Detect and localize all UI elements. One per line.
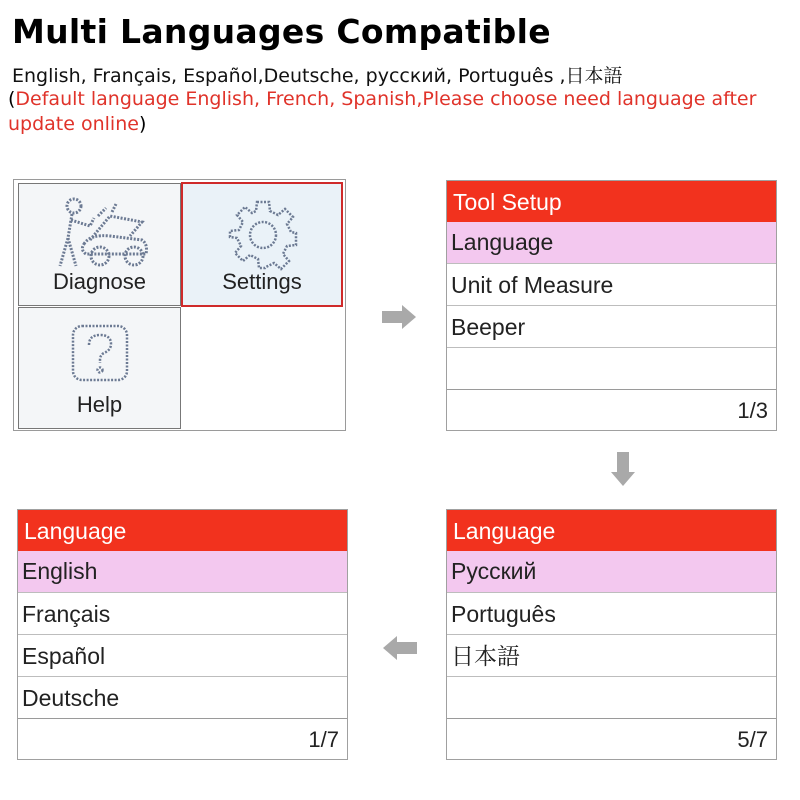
arrow-down-icon [611, 452, 635, 486]
language-item[interactable]: 日本語 [447, 634, 776, 676]
language-item[interactable]: Português [447, 592, 776, 634]
tool-setup-selected-item[interactable]: Language [447, 222, 776, 263]
settings-tile[interactable] [181, 182, 343, 307]
languages-line: English, Français, Español,Deutsche, русский, Português ,日本語 [12, 65, 623, 87]
page-indicator: 1/3 [447, 389, 776, 430]
language-item[interactable]: Français [18, 592, 347, 634]
question-icon [69, 322, 131, 384]
tool-setup-header: Tool Setup [447, 181, 776, 222]
language-selected-item[interactable]: Русский [447, 551, 776, 592]
language-screen-page-5 [446, 509, 777, 760]
arrow-right-icon [382, 305, 416, 329]
language-selected-item[interactable]: English [18, 551, 347, 592]
note-close-paren: ) [138, 113, 147, 135]
page-indicator: 1/7 [18, 718, 347, 759]
arrow-left-icon [383, 636, 417, 660]
language-item[interactable]: Español [18, 634, 347, 676]
help-tile[interactable] [18, 307, 181, 429]
page-title: Multi Languages Compatible [12, 12, 551, 51]
tool-setup-item[interactable]: Unit of Measure [447, 263, 776, 305]
mechanic-car-icon [50, 196, 150, 274]
diagnose-tile[interactable] [18, 183, 181, 306]
diagnose-label: Diagnose [53, 269, 146, 294]
default-language-note [8, 87, 768, 137]
note-open-paren: ( [8, 88, 16, 110]
tool-setup-screen [446, 180, 777, 431]
settings-label: Settings [222, 269, 302, 294]
note-red-text: Default language English, French, Spanish,Please choose need language after update online [8, 88, 757, 135]
language-screen-page-1 [17, 509, 348, 760]
gear-icon [226, 198, 300, 272]
page-indicator: 5/7 [447, 718, 776, 759]
language-header: Language [447, 510, 776, 551]
tool-setup-item [447, 347, 776, 389]
main-menu-screen [13, 179, 346, 431]
help-label: Help [76, 392, 123, 417]
language-header: Language [18, 510, 347, 551]
language-item[interactable]: Deutsche [18, 676, 347, 718]
tool-setup-item[interactable]: Beeper [447, 305, 776, 347]
language-item [447, 676, 776, 718]
